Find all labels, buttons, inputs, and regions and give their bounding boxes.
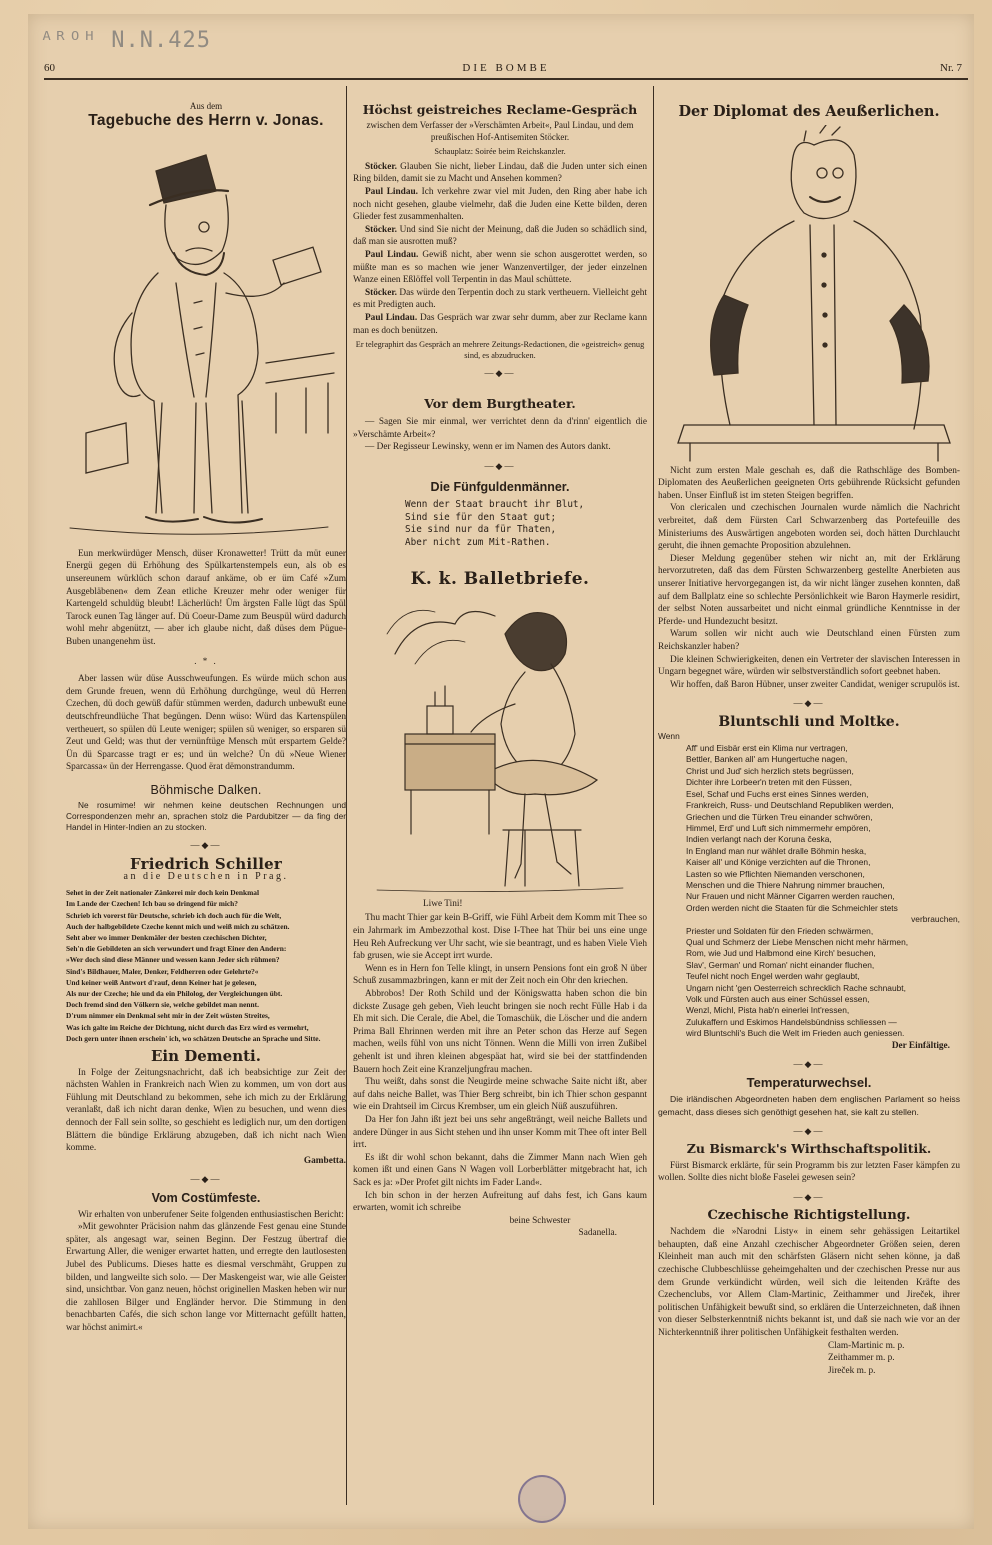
dialog-line: [353, 249, 647, 287]
dialog-line: [353, 287, 647, 312]
diplomat-paragraph: Nicht zum ersten Male geschah es, daß die Rathschläge des Bomben-Diplomaten des Aeußerlichen geeigneten Orts gebührende Rücksicht gefunden haben. Unser Einfluß ist im steten Steigen begriffen.: [658, 465, 960, 501]
right-column: [656, 86, 960, 1505]
diplomat-paragraph: Wir hoffen, daß Baron Hübner, unser zweiter Candidat, weniger scrupulös ist.: [670, 679, 960, 690]
library-seal: [518, 1475, 566, 1523]
poem-line: D'rum nimmer ein Denkmal seht mir in der Zeit wüsten Streites,: [66, 1011, 270, 1021]
verse-line: Ungarn nicht 'gen Oesterreich schrecklich Rache schnaubt,: [686, 982, 906, 993]
ballet-signature: Sadanella.: [578, 1228, 617, 1239]
dementi-title: Ein Dementi.: [151, 1047, 261, 1066]
burgtheater-question: — Sagen Sie mir einmal, wer verrichtet denn da d'rinn' eigentlich die »Verschämte Arbeit«?: [353, 417, 647, 440]
archive-stamp: ᴬᴿᴼᴴ N.N.425: [40, 28, 211, 53]
issue-number: Nr. 7: [940, 62, 962, 74]
diplomat-illustration: [664, 125, 954, 465]
verse-line: wird Bluntschli's Buch die Welt im Frieden auch geniessen.: [686, 1028, 905, 1039]
verse-line: Nur Frauen und nicht Männer Cigarren werden rauchen,: [686, 891, 895, 902]
verse-line: Slav', German' und Roman' nicht einander fluchen,: [686, 959, 875, 970]
fuenfgulden-verse: [353, 499, 647, 549]
speaker: Stöcker.: [365, 224, 397, 235]
ballet-paragraph: Ich bin schon in der herzen Aufreitung auf dahs fest, ich Gans kaum erwarten, womit ich schreibe: [353, 1190, 647, 1214]
bluntschli-signature: Der Einfältige.: [891, 1040, 950, 1051]
schiller-poem: [66, 887, 346, 1044]
dementi-signature: Gambetta.: [303, 1155, 346, 1166]
verse-line: Indien verlangt nach der Koruna česka,: [686, 834, 832, 845]
ballet-closing: beine Schwester: [509, 1215, 571, 1226]
costuem-text: »Mit gewohnter Präcision nahm das glänzende Fest genau eine Stunde später, als angesagt war, seinen Beginn. Der Festzug übertraf die Erwartung Aller, die weniger erwartet hatten, und erregte den lautlosesten Jubel des Publicums. Dieses hatte es diesmal verschmäht, Gruppen zu bilden, und langweilte sich solo. — Der Maskengeist war, wie alle Geister sind, unsichtbar. Von ganz neuen, höchst originellen Masken heben wir nur die zahllosen Bilger und Engländer hervor. Die Stimmung in den benachbarten Cafés, die sich schon lange vor Mitternacht gefüllt hatten, war höchst animirt.«: [66, 1222, 346, 1333]
reclame-scene: Schauplatz: Soirée beim Reichskanzler.: [434, 146, 566, 156]
verse-line: Wenn der Staat braucht ihr Blut,: [405, 499, 585, 511]
boehmische-title: Böhmische Dalken.: [150, 782, 262, 797]
dialog-line: [353, 186, 647, 224]
verse-line: Menschen und die Thiere Nahrung nimmer brauchen,: [686, 879, 885, 890]
verse-line: Zulukaffern und Eskimos Handelsbündniss schliessen —: [686, 1016, 897, 1027]
verse-line: Priester und Soldaten für den Frieden schwärmen,: [686, 925, 874, 936]
reclame-note: Er telegraphirt das Gespräch an mehrere Zeitungs-Redactionen, die »geistreich« genug sind, es abzudrucken.: [355, 340, 645, 361]
costuem-title: Vom Costümfeste.: [151, 1191, 261, 1206]
ballet-salutation: Liwe Tini!: [423, 898, 463, 909]
jonas-illustration: [66, 133, 336, 543]
verse-line: Orden werden nicht die Staaten für die Schmeichler stets: [686, 902, 898, 913]
diplomat-title: Der Diplomat des Aeußerlichen.: [678, 103, 940, 120]
poem-line: Auch der halbgebildete Czeche kennt mich und weiß mich zu schätzen.: [66, 921, 290, 931]
speaker: Stöcker.: [365, 161, 397, 172]
page-number: 60: [44, 62, 55, 74]
divider: —◆—: [793, 1059, 825, 1070]
bismarck-title: Zu Bismarck's Wirthschaftspolitik.: [686, 1141, 932, 1157]
speech: Und sind Sie nicht der Meinung, daß die Juden so schädlich sind, daß man sie ausrotten muß?: [353, 224, 648, 248]
poem-line: Seh'n die Gebildeten an sich verwundert und fragt Einer den Andern:: [66, 944, 287, 954]
speech: Gewiß nicht, aber wenn sie schon ausgerottet werden, so müßte man es so machen wie jener Wanzenvertilger, der jeder einzelnen Wanze einen Eßlöffel voll Terpentin in das Maul schüttete.: [353, 249, 647, 286]
verse-line: Aff' und Eisbär erst ein Klima nur vertragen,: [686, 743, 848, 754]
ballet-title: K. k. Balletbriefe.: [410, 569, 590, 590]
tagebuch-paragraph-1: Eun merkwürdüger Mensch, düser Kronawetter! Trütt da müt euner Energü gegen dü Erhöhung des Spülkartenstempels eun, als ob es unsereunem würklüch schon darauf ankäme, ob er üm Café »Zum Ausgebläbenen« dem Zean etliche Kreuzer mehr oder weniger für Kartengeld schuldüg bleubt! Lächerlüch! Üm ärgsten Falle lügt das Spül Tarock eunen Tag länger auf. Dü Coeur-Dame zum Beuspül würd dadurch wohl mehr abgenützt, — aber ich glaube nicht, daß düses dem Pügue-Buben unangenehm üst.: [66, 548, 346, 647]
dialog-line: [353, 161, 647, 186]
poem-line: »Wer doch sind diese Männer und wessen kann Jeder sich rühmen?: [66, 955, 280, 965]
verse-line: Christ und Jud' sich herzlich stets begrüssen,: [686, 765, 854, 776]
verse-line: Qual und Schmerz der Liebe Menschen nicht mehr härmen,: [686, 936, 909, 947]
richtig-text: Nachdem die »Narodni Listy« in einem sehr gehässigen Leitartikel behaupten, daß eine Anzahl czechischer Abgeordneter Größen seien, deren Kleinheit man auch mit den schärfsten Gläsern nicht sehen könne, ja daß czechische Clubbeschlüsse geheimgehalten und der czechischen Presse nur aus dem Grunde verkündicht würden, weil sich die leitenden Kräfte des Czechenclubs, vor Allem Clam-Martinic, Zeithammer und Jireček, ihrer politischen Unfähigkeit bewußt sind, so erklären die Unterzeichneten, daß ihnen von dieser Selbsterkenntniß nichts bekannt ist, und daß sie nach wie vor an der Nichterkenntniß ihrer politischen Unfähigkeit festhalten werden.: [658, 1227, 960, 1338]
burgtheater-answer: — Der Regisseur Lewinsky, wenn er im Namen des Autors dankt.: [365, 442, 611, 453]
verse-line: Rom, wie Jud und Halbmond eine Kirch' besuchen,: [686, 948, 876, 959]
verse-line: Bettler, Banken all' am Hungertuche nagen,: [686, 754, 848, 765]
speaker: Paul Lindau.: [365, 249, 419, 260]
top-hat-shape: [156, 155, 216, 203]
ballet-paragraph: Wenn es in Hern fon Telle klingt, in unsern Pensions font ein groß N über Schuß zusammazbringen, kann er mit der Zeit noch ein Ohr den kriechen.: [353, 963, 647, 987]
ballerina-illustration: [375, 594, 625, 894]
speaker: Paul Lindau.: [365, 186, 418, 197]
speaker: Stöcker.: [365, 287, 397, 298]
poem-line: Und keiner weiß Antwort d'rauf, denn Keiner hat je gelesen,: [66, 977, 257, 987]
divider: —◆—: [484, 461, 516, 472]
signature-line: Clam-Martinic m. p.: [828, 1340, 905, 1351]
divider-dots: . * .: [194, 655, 218, 666]
dialog-line: [353, 312, 647, 337]
ballet-paragraph: Da Her fon Jahn ißt jezt bei uns sehr angeßträngt, weil neiche Ballets und andere Dünger in aus Sicht stehen und ihn unser Komm mit Thee oft inter Bell irrt.: [353, 1114, 647, 1151]
diplomat-paragraph: Die kleinen Schwierigkeiten, denen ein Vertreter der slavischen Interessen in Ungarn begegnet wäre, würden wir selbstverständlich sofort geebnet haben.: [658, 654, 960, 678]
divider: —◆—: [190, 1174, 222, 1185]
verse-line: Griechen und die Türken Treu einander schwören,: [686, 811, 873, 822]
poem-line: Im Lande der Czechen! Ich bau so dringend für mich?: [66, 899, 238, 909]
ballet-paragraph: Abbrobos! Der Roth Schild und der Königswatta haben schon die bin dickste Zusage geh geben, Vieh leucht bringen sie noch recht Fülle Hab i da Eh mit sich. Die Cerale, die Abel, die Tomaschük, die Löscher und die andern Prima Ball Ehrinnen werden mit ihre an Peter schon das Herze auf Segen machen, weils fühl von uns nicht Tönnen. Wenn die Milli von irren Zußibel gehenlt ist und ihren kleinen abgespäat hat, wird sie bei der stattfindenden Bauern hoch Zeit eine Kranzeljungfrau machen.: [353, 989, 647, 1075]
speaker: Paul Lindau.: [365, 312, 418, 323]
poem-line: Sind's Bildhauer, Maler, Denker, Feldherren oder Gelehrte?«: [66, 966, 259, 976]
verse-line: Sie sind nur da für Thaten,: [405, 524, 557, 536]
dialog-line: [353, 224, 647, 249]
poem-line: Doch gern unter ihnen erschein' ich, wo schätzen Deutsche an Sprache und Sitte.: [66, 1033, 321, 1043]
ballet-paragraph: Thu macht Thier gar kein B-Griff, wie Fühl Arbeit dem Komm mit Thee so ein Jahrmark im Ambezzothal kost. Dise I-Thee hat Thür bei uns eine unge Heu Reh Aufreckung ver Uhr sacht, wie sie beantragt, und es haben Viele Vieh fab grusen, wie sie Accept irrt wurde.: [353, 913, 647, 962]
verse-line: Lasten so wie Pflichten Niemanden verschonen,: [686, 868, 865, 879]
poem-line: Was ich galte im Reiche der Dichtung, nicht durch das Erz wird es vermehrt,: [66, 1022, 309, 1032]
verse-line: Himmel, Erd' und Luft sich nimmermehr empören,: [686, 822, 871, 833]
poem-line: Als nur der Czeche; hie und da ein Philolog, der Vergleichungen übt.: [66, 989, 283, 999]
verse-line: Volk und Fürsten auch aus einer Schüssel essen,: [686, 994, 870, 1004]
poem-line: Schrieb ich vorerst für Deutsche, schrieb ich doch auch für die Welt,: [66, 910, 282, 920]
speech: Glauben Sie nicht, lieber Lindau, daß die Juden unter sich einen Ring bilden, damit sie zu Macht und Ansehen kommen?: [353, 161, 647, 185]
verse-line: Wenzl, Michl, Pista hab'n einerlei Int'ressen,: [686, 1005, 850, 1016]
reclame-title: Höchst geistreiches Reclame-Gespräch: [362, 102, 638, 117]
verse-line: Aber nicht zum Mit-Rathen.: [405, 536, 551, 548]
newspaper-title: DIE BOMBE: [462, 62, 550, 74]
diplomat-paragraph: Dieser Meldung gegenüber stehen wir nicht an, mit der Erklärung hervorzutreten, daß das dem Fürsten Schwarzenberg gestellte Anerbieten aus unserer Initiative hervorgegangen ist, da wir nicht länger zusehen konnten, daß auf dem Ballplatz eine so schlechte Persönlichkeit wie Baron Haymerle residirt, der selbst Noten aussarbeitet und nicht einmal gründliche Kenntnisse in der Pferde- und Hundezucht besitzt.: [658, 553, 960, 627]
divider: —◆—: [484, 368, 516, 379]
verse-line: verbrauchen,: [911, 914, 960, 925]
divider: —◆—: [793, 1125, 825, 1136]
divider: —◆—: [793, 1191, 825, 1202]
temperatur-title: Temperaturwechsel.: [746, 1074, 872, 1090]
schiller-subtitle: an die Deutschen in Prag.: [123, 870, 289, 882]
bluntschli-verse: [658, 743, 960, 1028]
speech: Das Gespräch war zwar sehr dumm, aber zur Reclame kann man es doch benützen.: [353, 312, 647, 336]
bluntschli-wenn: Wenn: [658, 731, 680, 742]
divider: —◆—: [793, 698, 825, 709]
middle-column: [346, 86, 654, 1505]
costuem-intro: Wir erhalten von unberufener Seite folgenden enthusiastischen Bericht:: [78, 1209, 344, 1220]
verse-line: Sind sie für den Staat gut;: [405, 511, 557, 523]
richtig-title: Czechische Richtigstellung.: [707, 1207, 911, 1223]
temperatur-text: Die irländischen Abgeordneten haben dem englischen Parlament so heiss gemacht, dass dieses sich genöthigt gesehen hat, sie kalt zu stellen.: [658, 1094, 960, 1117]
dementi-text: In Folge der Zeitungsnachricht, daß ich beabsichtige zur Zeit der nächsten Wahlen in Frankreich nach Wien zu kommen, um von dort aus Fühlung mit Deutschland zu bekommen, sehe ich mich zu der Erklärung veranlaßt, daß ich nicht daran denke, Wien zu besuchen, und wenn dies dennoch der Fall sein sollte, so geschieht es lediglich nur, um den dortigen Blättern die bündige Erklärung abzugeben, daß ich nicht nach Wien komme.: [66, 1067, 346, 1154]
bismarck-text: Fürst Bismarck erklärte, für sein Programm bis zur letzten Faser kämpfen zu wollen. Sollte dies nicht bloße Faselei gewesen sein?: [658, 1160, 960, 1184]
tagebuch-paragraph-2: Aber lassen wür düse Ausschweufungen. Es würde müch schon aus dem Grunde freuen, wenn dü Erhöhung durchgünge, weul dü Herren Czechen, dü doch gewüß dafür stümmen werden, dadurch unbewußt eune deutschfreundlüche That begüngen. Denn wüso: Würd das Kartenspülen vertheuert, so spülen dü Leute weniger; spülen sü weniger, so ersparen sü Zeut und Geld; was thut der vernünftüge Mensch müt erspartem Gelde? Ün dü Sparcasse tragt er es; und ün welche? Ün dü »Neue Wiener Sparcassa« ün der Herrengasse. Quod ërat dëmonstrandumm.: [66, 674, 346, 773]
fuenfgulden-title: Die Fünfguldenmänner.: [430, 479, 570, 494]
ballet-paragraph: Thu weißt, dahs sonst die Neugirde meine schwache Saite nicht ißt, aber auf dahs neiche Ballet, was Thier Berg schreibt, bin ich Thier schon gespannt wie ein Drahtseil im Circus Krembser, um ein gleich Nüß auszuführen.: [353, 1077, 647, 1113]
verse-line: Frankreich, Russ- und Deutschland Republiken werden,: [686, 800, 894, 811]
verse-line: In England man nur wählet dralle Böhmin heska,: [686, 845, 867, 856]
verse-line: Teufel nicht noch Engel werden wahr geglaubt,: [686, 971, 860, 982]
page-header: [44, 60, 968, 80]
tagebuch-title: Tagebuche des Herrn v. Jonas.: [88, 111, 324, 129]
diplomat-paragraph: Warum sollen wir nicht auch wie Deutschland einen Fürsten zum Reichskanzler haben?: [658, 629, 960, 652]
verse-line: Dichter ihre Lorbeer'n treten mit den Füssen,: [686, 777, 852, 788]
burgtheater-title: Vor dem Burgtheater.: [424, 395, 576, 411]
verse-line: Kaiser all' und Könige verzichten auf die Thronen,: [686, 857, 871, 868]
boehmische-text: Ne rosumime! wir nehmen keine deutschen Rechnungen und Correspondenzen mehr an, sprachen stolz die Pardubitzer — da fing der Handel in Hinter-Indien an zu stocken.: [66, 800, 346, 833]
poem-line: Seht aber wo immer Denkmäler der besten czechischen Dichter,: [66, 933, 267, 943]
richtig-signatures: [658, 1340, 960, 1378]
left-column: [66, 86, 346, 1505]
bluntschli-title: Bluntschli und Moltke.: [718, 713, 900, 730]
schiller-title: Friedrich Schiller: [130, 855, 282, 874]
reclame-subtitle: zwischen dem Verfasser der »Verschämten Arbeit«, Paul Lindau, und dem preußischen Hof-Antisemiten Stöcker.: [366, 119, 634, 143]
speech: Das würde den Terpentin doch zu stark vertheuern. Vielleicht geht es mit Predigten auch.: [353, 287, 648, 311]
speech: Ich verkehre zwar viel mit Juden, den Ring aber habe ich noch nicht gesehen, glaube vielmehr, daß die Juden eine Kette bilden, deren Glieder fest zusammenhalten.: [353, 186, 647, 223]
verse-line: Esel, Schaf und Fuchs erst eines Sinnes werden,: [686, 788, 869, 799]
ballet-paragraph: Es ißt dir wohl schon bekannt, dahs die Zimmer Mann nach Wien geh komen ißt und einen Gans N Wagen voll Lorberblätter mitgebracht hat, ich Sack es ja: »Der Profet gilt nichts im Fader Land«.: [353, 1152, 647, 1188]
diplomat-paragraph: Von clericalen und czechischen Journalen wurde nämlich die Nachricht verbreitet, daß dem Fürsten Carl Schwarzenberg das Portefeuille des Ministeriums des Auswärtigen angeboten worden sei, doch hätten Durchlaucht geruht, die ihnen gemachte Proposition abzulehnen.: [658, 503, 960, 552]
tagebuch-kicker: Aus dem: [189, 101, 223, 111]
poem-line: Doch fremd sind den Völkern sie, welche gebildet man nennt.: [66, 1000, 259, 1010]
signature-line: Jireček m. p.: [828, 1365, 876, 1376]
divider: —◆—: [190, 840, 222, 851]
poem-line: Sehet in der Zeit nationaler Zänkerei mir doch kein Denkmal: [66, 888, 260, 898]
signature-line: Zeithammer m. p.: [828, 1353, 895, 1364]
bluntschli-final: [658, 1028, 960, 1039]
